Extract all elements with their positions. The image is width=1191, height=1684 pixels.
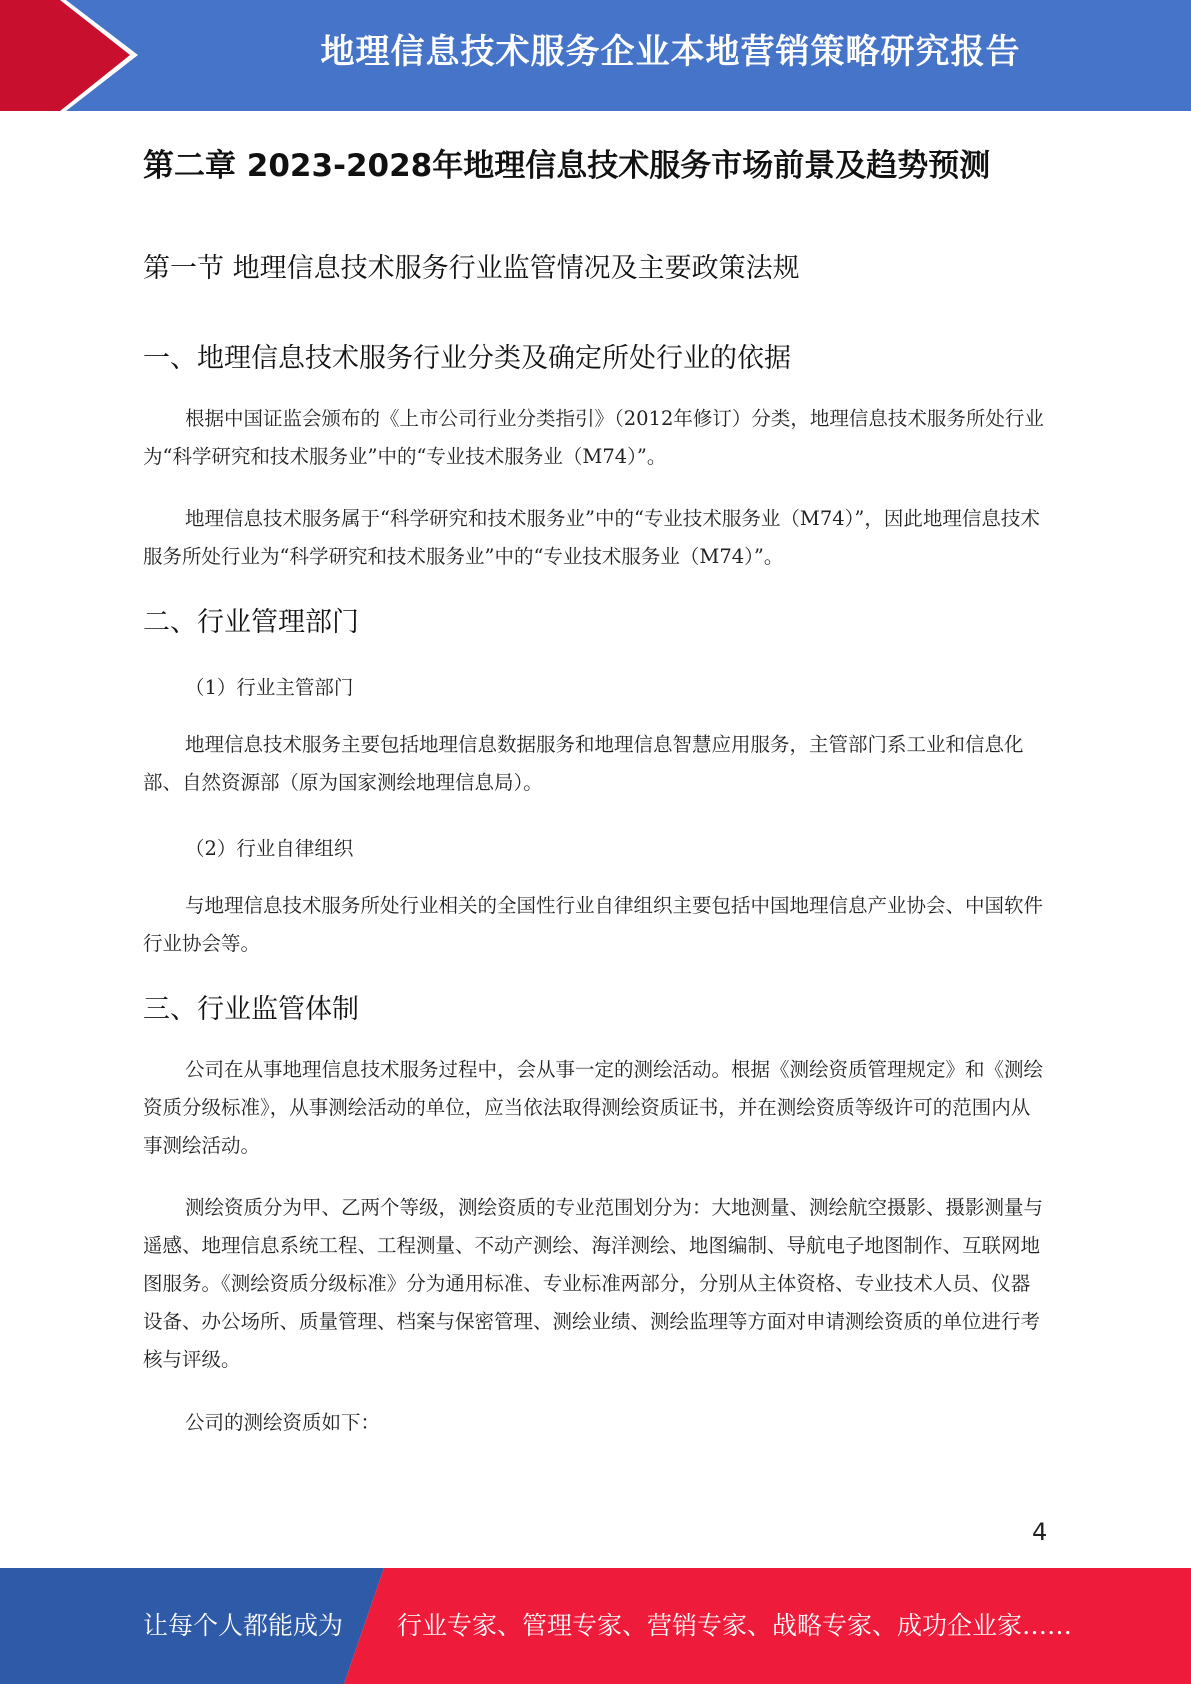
subsection-heading-1: 一、地理信息技术服务行业分类及确定所处行业的依据	[143, 343, 791, 374]
subsection-heading-2: 二、行业管理部门	[143, 607, 359, 638]
paragraph: 公司的测绘资质如下：	[185, 1411, 381, 1434]
chapter-title: 第二章 2023-2028年地理信息技术服务市场前景及趋势预测	[143, 148, 991, 184]
header-red-arrow	[0, 0, 150, 111]
paragraph: 测绘资质分为甲、乙两个等级，测绘资质的专业范围划分为：大地测量、测绘航空摄影、摄影测量与遥感、地理信息系统工程、工程测量、不动产测绘、海洋测绘、地图编制、导航电子地图制作、互联网地图服务。《测绘资质分级标准》分为通用标准、专业标准两部分，分别从主体资格、专业技术人员、仪器设备、办公场所、质量管理、档案与保密管理、测绘业绩、测绘监理等方面对申请测绘资质的单位进行考核与评级。	[143, 1196, 1044, 1371]
section-title: 第一节 地理信息技术服务行业监管情况及主要政策法规	[143, 253, 800, 284]
paragraph: 地理信息技术服务主要包括地理信息数据服务和地理信息智慧应用服务，主管部门系工业和信息化部、自然资源部（原为国家测绘地理信息局）。	[143, 733, 1024, 794]
paragraph: 公司在从事地理信息技术服务过程中，会从事一定的测绘活动。根据《测绘资质管理规定》和《测绘资质分级标准》，从事测绘活动的单位，应当依法取得测绘资质证书，并在测绘资质等级许可的范围内从事测绘活动。	[143, 1058, 1044, 1157]
header-banner	[0, 0, 1191, 111]
footer-banner	[0, 1568, 1191, 1684]
paragraph: 与地理信息技术服务所处行业相关的全国性行业自律组织主要包括中国地理信息产业协会、中国软件行业协会等。	[143, 894, 1044, 955]
subsection-heading-3: 三、行业监管体制	[143, 994, 359, 1025]
page-number: 4	[1032, 1518, 1048, 1546]
paragraph: 根据中国证监会颁布的《上市公司行业分类指引》（2012年修订）分类，地理信息技术服务所处行业为“科学研究和技术服务业”中的“专业技术服务业（M74）”。	[143, 407, 1044, 468]
sub-heading: （1）行业主管部门	[185, 676, 354, 699]
report-title: 地理信息技术服务企业本地营销策略研究报告	[320, 32, 1021, 72]
footer-slogan-right: 行业专家、管理专家、营销专家、战略专家、成功企业家……	[397, 1611, 1073, 1640]
paragraph: 地理信息技术服务属于“科学研究和技术服务业”中的“专业技术服务业（M74）”，因此地理信息技术服务所处行业为“科学研究和技术服务业”中的“专业技术服务业（M74）”。	[143, 507, 1040, 568]
footer-slogan-left: 让每个人都能成为	[143, 1611, 344, 1640]
sub-heading: （2）行业自律组织	[185, 837, 354, 860]
